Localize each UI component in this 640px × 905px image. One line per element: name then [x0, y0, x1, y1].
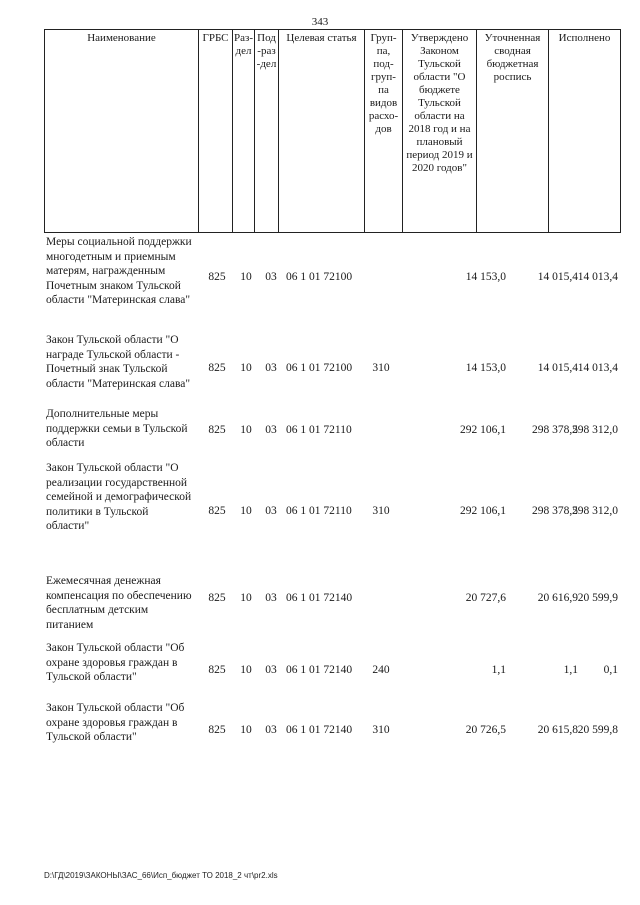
header-approved: Утверждено Законом Тульской области "О бюджете Тульской области на 2018 год и на плановый период 2019 и 2020 годов"	[403, 30, 477, 233]
row-razdel: 10	[240, 592, 252, 604]
header-razdel: Раз-дел	[233, 30, 255, 233]
row-podrazdel: 03	[265, 424, 277, 436]
row-name: Закон Тульской области "О награде Тульской области - Почетный знак Тульской области "Материнская слава"	[46, 334, 191, 390]
row-razdel: 10	[240, 664, 252, 676]
row-grbs: 825	[208, 664, 226, 676]
row-executed: 20 599,8	[577, 724, 618, 736]
row-refined: 1,1	[563, 664, 578, 676]
file-path-footer: D:\ГД\2019\ЗАКОНЫ\ЗАС_66\Исп_бюджет ТО 2018_2 чт\pr2.xls	[44, 871, 278, 880]
table-row	[44, 235, 620, 325]
row-target: 06 1 01 72110	[286, 505, 352, 517]
row-target: 06 1 01 72100	[286, 271, 353, 283]
table-row	[44, 333, 620, 403]
row-executed: 14 013,4	[577, 271, 618, 283]
row-executed: 20 599,9	[577, 592, 618, 604]
header-refined: Уточненная сводная бюджетная роспись	[477, 30, 549, 233]
row-name: Закон Тульской области "О реализации государственной семейной и демографической политики в Тульской области"	[46, 462, 192, 532]
row-name: Закон Тульской области "Об охране здоровья граждан в Тульской области"	[46, 642, 185, 683]
row-razdel: 10	[240, 271, 252, 283]
header-executed: Исполнено	[549, 30, 621, 233]
row-approved: 14 153,0	[465, 271, 506, 283]
row-podrazdel: 03	[265, 724, 277, 736]
row-razdel: 10	[240, 362, 252, 374]
table-header	[44, 29, 621, 233]
page-number: 343	[311, 16, 329, 28]
header-name: Наименование	[45, 30, 199, 233]
header-target: Целевая статья	[279, 30, 365, 233]
header-vid: Груп-па, под-груп-па видов расхо-дов	[365, 30, 403, 233]
table-row	[44, 701, 620, 761]
row-executed: 0,1	[603, 664, 618, 676]
row-grbs: 825	[208, 424, 226, 436]
row-name: Закон Тульской области "Об охране здоровья граждан в Тульской области"	[46, 702, 185, 743]
row-target: 06 1 01 72140	[286, 724, 353, 736]
row-podrazdel: 03	[265, 271, 277, 283]
row-refined: 298 378,5	[532, 424, 578, 436]
row-refined: 20 615,8	[537, 724, 578, 736]
row-podrazdel: 03	[265, 505, 277, 517]
header-podrazdel: Под-раз-дел	[255, 30, 279, 233]
row-grbs: 825	[208, 362, 226, 374]
table-row	[44, 461, 620, 561]
row-grbs: 825	[208, 271, 226, 283]
row-approved: 20 727,6	[465, 592, 506, 604]
row-executed: 298 312,0	[572, 505, 618, 517]
row-refined: 20 616,9	[537, 592, 578, 604]
row-grbs: 825	[208, 592, 226, 604]
row-razdel: 10	[240, 424, 252, 436]
row-approved: 292 106,1	[460, 505, 506, 517]
row-vid: 310	[372, 724, 390, 736]
row-name: Меры социальной поддержки многодетным и приемным матерям, награжденным Почетным знаком Тульской области "Материнская слава"	[46, 236, 192, 306]
row-approved: 292 106,1	[460, 424, 506, 436]
row-podrazdel: 03	[265, 362, 277, 374]
row-name: Дополнительные меры поддержки семьи в Тульской области	[46, 408, 188, 449]
row-executed: 298 312,0	[572, 424, 618, 436]
row-podrazdel: 03	[265, 664, 277, 676]
header-grbs: ГРБС	[199, 30, 233, 233]
row-refined: 298 378,5	[532, 505, 578, 517]
row-name: Ежемесячная денежная компенсация по обеспечению бесплатным детским питанием	[46, 575, 192, 631]
row-razdel: 10	[240, 724, 252, 736]
row-razdel: 10	[240, 505, 252, 517]
row-executed: 14 013,4	[577, 362, 618, 374]
table-row	[44, 641, 620, 701]
row-grbs: 825	[208, 724, 226, 736]
row-grbs: 825	[208, 505, 226, 517]
row-podrazdel: 03	[265, 592, 277, 604]
row-vid: 310	[372, 505, 390, 517]
row-approved: 1,1	[491, 664, 506, 676]
table-row	[44, 574, 620, 636]
row-approved: 20 726,5	[465, 724, 506, 736]
row-target: 06 1 01 72100	[286, 362, 353, 374]
row-vid: 240	[372, 664, 390, 676]
row-refined: 14 015,4	[537, 362, 578, 374]
table-row	[44, 407, 620, 453]
row-vid: 310	[372, 362, 390, 374]
row-refined: 14 015,4	[537, 271, 578, 283]
row-target: 06 1 01 72110	[286, 424, 352, 436]
row-approved: 14 153,0	[465, 362, 506, 374]
row-target: 06 1 01 72140	[286, 664, 353, 676]
row-target: 06 1 01 72140	[286, 592, 353, 604]
